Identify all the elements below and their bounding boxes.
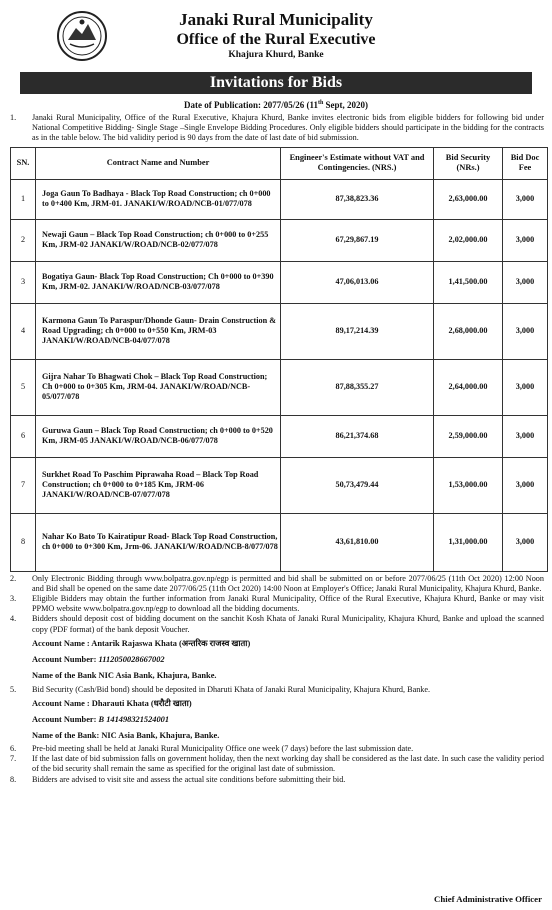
- signature-title: Chief Administrative Officer: [434, 894, 542, 904]
- table-row: 8 Nahar Ko Bato To Kairatipur Road- Black Top Road Construction, ch 0+000 to 0+300 Km, Jrm-06. JANAKI/W/ROAD/NCB-8/077/078 43,61,810.00 1,31,000.00 3,000: [11, 513, 548, 571]
- account-1-number: Account Number: 1112050028667002: [32, 654, 165, 664]
- table-row: 5 Gijra Nahar To Bhagwati Chok – Black Top Road Construction; Ch 0+000 to 0+305 Km, JRM-04. JANAKI/W/ROAD/NCB-05/077/078 87,88,355.27 2,64,000.00 3,000: [11, 359, 548, 415]
- table-row: 6 Guruwa Gaun – Black Top Road Construction; ch 0+000 to 0+520 Km, JRM-05 JANAKI/W/ROAD/NCB-06/077/078 86,21,374.68 2,59,000.00 3,000: [11, 415, 548, 457]
- account-1-bank: Name of the Bank NIC Asia Bank, Khajura, Banke.: [32, 670, 217, 680]
- table-header-row: [11, 147, 548, 179]
- clause-8: 8. Bidders are advised to visit site and assess the actual site conditions before submitting their bid.: [10, 774, 346, 784]
- header: [4, 4, 548, 72]
- account-2: [4, 699, 548, 741]
- table-row: 7 Surkhet Road To Paschim Piprawaha Road – Black Top Road Construction; ch 0+000 to 0+185 Km, JRM-06 JANAKI/W/ROAD/NCB-07/077/078 50,73,479.44 1,53,000.00 3,000: [11, 457, 548, 513]
- table-row: 4 Karmona Gaun To Paraspur/Dhonde Gaun- Drain Construction & Road Upgrading; ch 0+000 to 0+550 Km, JRM-03 JANAKI/W/ROAD/NCB-04/077/078 89,17,214.39 2,68,000.00 3,000: [11, 303, 548, 359]
- header-security: Bid Security (NRs.): [434, 147, 503, 179]
- header-estimate: Engineer's Estimate without VAT and Contingencies. (NRS.): [281, 147, 434, 179]
- account-2-bank: Name of the Bank: NIC Asia Bank, Khajura, Banke.: [32, 731, 220, 741]
- clause-5: 5. Bid Security (Cash/Bid bond) should be deposited in Dharuti Khata of Janaki Rural Municipality, Khajura Khurd, Banke.: [10, 684, 431, 694]
- table-row: 1 Joga Gaun To Badhaya - Black Top Road Construction; ch 0+000 to 0+400 Km, JRM-01. JANAKI/W/ROAD/NCB-01/077/078 87,38,823.36 2,63,000.00 3,000: [11, 179, 548, 219]
- header-contract: Contract Name and Number: [36, 147, 281, 179]
- account-1-name: Account Name : Antarik Rajaswa Khata (अन्तरिक राजस्व खाता): [32, 638, 251, 648]
- clause-2: 2. Only Electronic Bidding through www.bolpatra.gov.np/egp is permitted and bid shall be submitted on or before 2077/06/25 (11th Oct 2020) 12:00 Noon and Bid shall be opened on the same date 2077/06/25 (11th Oct 2020) 14:00 Noon at Employer's Office; Janaki Rural Municipality, Khajura Khurd, Banke.: [10, 573, 544, 593]
- table-row: 2 Newaji Gaun – Black Top Road Construction; ch 0+000 to 0+255 Km, JRM-02 JANAKI/W/ROAD/NCB-02/077/078 67,29,867.19 2,02,000.00 3,000: [11, 219, 548, 261]
- account-2-name: Account Name : Dharauti Khata (धरौटी खाता): [32, 699, 192, 709]
- table-row: 3 Bogatiya Gaun- Black Top Road Construction; Ch 0+000 to 0+390 Km, JRM-02. JANAKI/W/ROAD/NCB-03/077/078 47,06,013.06 1,41,500.00 3,000: [11, 261, 548, 303]
- bids-table: [10, 147, 548, 572]
- municipality-logo: [56, 10, 108, 62]
- publication-date: Date of Publication: 2077/05/26 (11th Sept, 2020): [183, 100, 369, 110]
- clause-7: 7. If the last date of bid submission falls on government holiday, then the next working day shall be considered as the last date. In such case the validity period of the bid security shall remain the same as specified for the original last date of submission.: [10, 754, 544, 774]
- municipality-name: Janaki Rural Municipality: [179, 10, 373, 29]
- account-2-number: Account Number: B 141498321524001: [32, 715, 170, 725]
- page-title: Invitations for Bids: [20, 72, 532, 94]
- clause-1: 1. Janaki Rural Municipality, Office of the Rural Executive, Khajura Khurd, Banke invites electronic bids from eligible bidders for following bid under National Competitive Bidding- Single Stage –Single Envelope Bidding Procedures. Only eligible bidders should participate in the bidding for the contracts as in the table below. The bid validity period is 90 days from the date of last date of bid submission.: [10, 113, 544, 143]
- account-1: [4, 639, 548, 681]
- office-name: Office of the Rural Executive: [176, 31, 376, 48]
- office-address: Khajura Khurd, Banke: [228, 50, 324, 60]
- header-sn: SN.: [11, 147, 36, 179]
- clause-4: 4. Bidders should deposit cost of bidding document on the sanchit Kosh Khata of Janaki Rural Municipality, Khajura Khurd, Banke and upload the scanned copy (PDF format) of the bank deposit Voucher.: [10, 614, 544, 634]
- header-fee: Bid Doc Fee: [503, 147, 548, 179]
- clause-3: 3. Eligible Bidders may obtain the further information from Janaki Rural Municipality, Office of the Rural Executive, Khajura Khurd, Banke or may visit PPMO website www.bolpatra.gov.np/egp to download all the bidding documents.: [10, 594, 544, 614]
- clause-6: 6. Pre-bid meeting shall be held at Janaki Rural Municipality Office one week (7 days) before the last submission date.: [10, 744, 414, 754]
